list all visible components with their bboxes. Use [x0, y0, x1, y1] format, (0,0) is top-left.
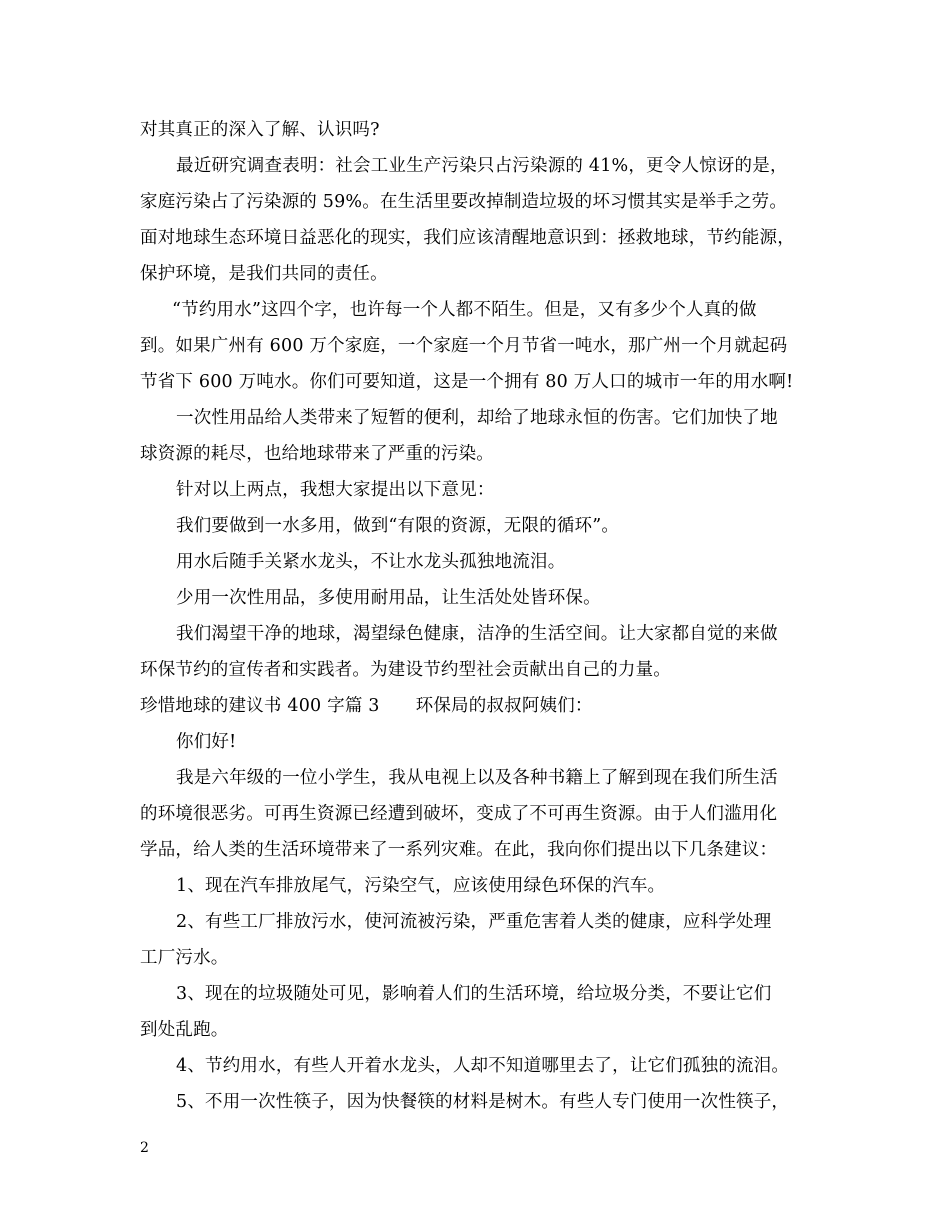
- paragraph-line: 我们渴望干净的地球，渴望绿色健康，洁净的生活空间。让大家都自觉的来做: [176, 624, 778, 644]
- page-number: 2: [140, 1140, 149, 1156]
- section-title: 珍惜地球的建议书 400 字篇 3: [140, 696, 380, 716]
- paragraph-line: 环保节约的宣传者和实践者。为建设节约型社会贡献出自己的力量。: [140, 660, 671, 680]
- paragraph-line: 4、节约用水，有些人开着水龙头，人却不知道哪里去了，让它们孤独的流泪。: [176, 1056, 790, 1076]
- paragraph-line: 5、不用一次性筷子，因为快餐筷的材料是树木。有些人专门使用一次性筷子，: [176, 1092, 790, 1112]
- paragraph-line: 针对以上两点，我想大家提出以下意见：: [176, 480, 495, 500]
- paragraph-line: 1、现在汽车排放尾气，污染空气，应该使用绿色环保的汽车。: [176, 876, 666, 896]
- paragraph-line: 3、现在的垃圾随处可见，影响着人们的生活环境，给垃圾分类，不要让它们: [176, 984, 772, 1004]
- section-heading-line: [140, 695, 593, 717]
- paragraph-line: 球资源的耗尽，也给地球带来了严重的污染。: [140, 444, 494, 464]
- paragraph-line: 2、有些工厂排放污水，使河流被污染，严重危害着人类的健康，应科学处理: [176, 912, 772, 932]
- paragraph-line: 的环境很恶劣。可再生资源已经遭到破坏，变成了不可再生资源。由于人们滥用化: [140, 804, 778, 824]
- paragraph-line: 到。如果广州有 600 万个家庭，一个家庭一个月节省一吨水，那广州一个月就起码: [140, 336, 788, 356]
- paragraph-line: 面对地球生态环境日益恶化的现实，我们应该清醒地意识到：拯救地球，节约能源，: [140, 228, 795, 248]
- paragraph-line: 节省下 600 万吨水。你们可要知道，这是一个拥有 80 万人口的城市一年的用水啊!: [140, 372, 794, 392]
- paragraph-line: 用水后随手关紧水龙头，不让水龙头孤独地流泪。: [176, 552, 566, 572]
- paragraph-line: 你们好!: [176, 732, 237, 752]
- paragraph-line: 工厂污水。: [140, 948, 229, 968]
- paragraph-line: 一次性用品给人类带来了短暂的便利，却给了地球永恒的伤害。它们加快了地: [176, 408, 778, 428]
- paragraph-line: 学品，给人类的生活环境带来了一系列灾难。在此，我向你们提出以下几条建议：: [140, 840, 778, 860]
- paragraph-line: 对其真正的深入了解、认识吗?: [140, 120, 380, 140]
- paragraph-line: 到处乱跑。: [140, 1020, 229, 1040]
- paragraph-line: 最近研究调查表明：社会工业生产污染只占污染源的 41%，更令人惊讶的是，: [176, 156, 788, 176]
- paragraph-line: 家庭污染占了污染源的 59%。在生活里要改掉制造垃圾的坏习惯其实是举手之劳。: [140, 192, 788, 212]
- paragraph-line: 保护环境，是我们共同的责任。: [140, 264, 388, 284]
- paragraph-line: 少用一次性用品，多使用耐用品，让生活处处皆环保。: [176, 588, 601, 608]
- paragraph-line: 我是六年级的一位小学生，我从电视上以及各种书籍上了解到现在我们所生活: [176, 768, 778, 788]
- paragraph-line: 我们要做到一水多用，做到“有限的资源，无限的循环”。: [176, 516, 620, 536]
- salutation: 环保局的叔叔阿姨们：: [415, 696, 593, 716]
- paragraph-line: “节约用水”这四个字，也许每一个人都不陌生。但是，又有多少个人真的做: [172, 300, 757, 320]
